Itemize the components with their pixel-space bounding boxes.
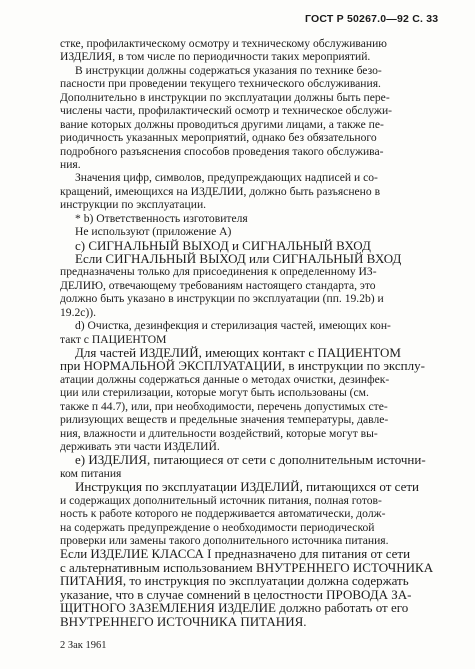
text-line: проверки или замены такого дополнительного источника питания.	[60, 534, 389, 547]
text-line: Для частей ИЗДЕЛИЙ, имеющих контакт с ПАЦИЕНТОМ	[75, 344, 401, 360]
text-line: при НОРМАЛЬНОЙ ЭКСПЛУАТАЦИИ, в инструкции по эксплу-	[60, 358, 425, 374]
text-line: Не используют (приложение А)	[75, 225, 232, 238]
text-line: ния, влажности и длительности воздействий, которые могут вы-	[60, 426, 378, 440]
text-line: риодичность указанных мероприятий, однако без обязательного	[60, 131, 377, 144]
text-line: ИЗДЕЛИЯ, в том числе по периодичности таких мероприятий.	[60, 50, 371, 64]
text-line: ния.	[60, 157, 81, 171]
text-line: должно быть указано в инструкции по эксплуатации (пп. 19.2b) и	[60, 292, 384, 306]
text-line: 19.2с)).	[60, 305, 97, 319]
text-line: Значения цифр, символов, предупреждающих надписей и со-	[75, 171, 378, 185]
text-line: числены части, профилактический осмотр и техническое обслужи-	[60, 104, 393, 118]
text-line: рилизующих веществ и предельные значения температуры, давле-	[60, 413, 389, 427]
section-heading: d) Очистка, дезинфекция и стерилизация частей, имеющих кон-	[75, 319, 391, 333]
text-line: указание, что в случае сомнений в целостности ПРОВОДА ЗА-	[60, 586, 412, 602]
section-heading: * b) Ответственность изготовителя	[75, 211, 248, 225]
page-header: ГОСТ Р 50267.0—92 С. 33	[305, 13, 439, 25]
text-line: пасности при проведении текущего технического обслуживания.	[60, 77, 381, 91]
text-line: Дополнительно в инструкции по эксплуатации должны быть пере-	[60, 90, 390, 104]
text-line: кращений, имеющихся на ИЗДЕЛИИ, должно быть разъяснено в	[60, 184, 381, 198]
text-line: инструкции по эксплуатации.	[60, 198, 207, 212]
text-line: и содержащих дополнительный источник питания, полная готов-	[60, 493, 382, 507]
text-line: ЩИТНОГО ЗАЗЕМЛЕНИЯ ИЗДЕЛИЕ должно работать от его	[60, 600, 409, 616]
text-line: подробного разъяснения способов проведения такого обслужива-	[60, 144, 384, 158]
section-heading: с) СИГНАЛЬНЫЙ ВЫХОД и СИГНАЛЬНЫЙ ВХОД	[75, 237, 371, 253]
text-line: ВНУТРЕННЕГО ИСТОЧНИКА ПИТАНИЯ.	[60, 613, 307, 629]
section-heading: е) ИЗДЕЛИЯ, питающиеся от сети с дополнительным источни-	[75, 452, 426, 468]
text-line: держивать эти части ИЗДЕЛИЙ.	[60, 440, 220, 453]
text-line: ком питания	[60, 466, 122, 480]
text-line: атации должны содержаться данные о методах очистки, дезинфек-	[60, 372, 390, 386]
text-line: Инструкция по эксплуатации ИЗДЕЛИЙ, питающихся от сети	[75, 479, 419, 495]
text-line: предназначены только для присоединения к определенному ИЗ-	[60, 265, 377, 279]
text-line: Если СИГНАЛЬНЫЙ ВЫХОД или СИГНАЛЬНЫЙ ВХОД	[75, 250, 402, 266]
text-line: вание которых должны проводиться другими лицами, а также пе-	[60, 117, 384, 131]
text-line: стке, профилактическому осмотру и техническому обслуживанию	[60, 37, 387, 50]
text-line: с альтернативным использованием ВНУТРЕННЕГО ИСТОЧНИКА	[60, 559, 434, 575]
text-line: на содержать предупреждение о необходимости периодической	[60, 520, 375, 534]
text-line: В инструкции должны содержаться указания по технике безо-	[75, 63, 382, 77]
text-line: также п 44.7), или, при необходимости, перечень допустимых сте-	[60, 399, 388, 413]
text-line: ность к работе которого не поддерживается автоматически, долж-	[60, 507, 386, 521]
text-line: ции или стерилизации, которые могут быть использованы (см.	[60, 386, 369, 400]
text-line: ПИТАНИЯ, то инструкция по эксплуатации должна содержать	[60, 573, 409, 589]
text-line: ДЕЛИЮ, отвечающему требованиям настоящего стандарта, это	[60, 278, 376, 292]
page-footer: 2 Зак 1961	[60, 640, 107, 651]
text-line: Если ИЗДЕЛИЕ КЛАССА I предназначено для питания от сети	[60, 546, 411, 562]
text-line: такт с ПАЦИЕНТОМ	[60, 332, 167, 346]
